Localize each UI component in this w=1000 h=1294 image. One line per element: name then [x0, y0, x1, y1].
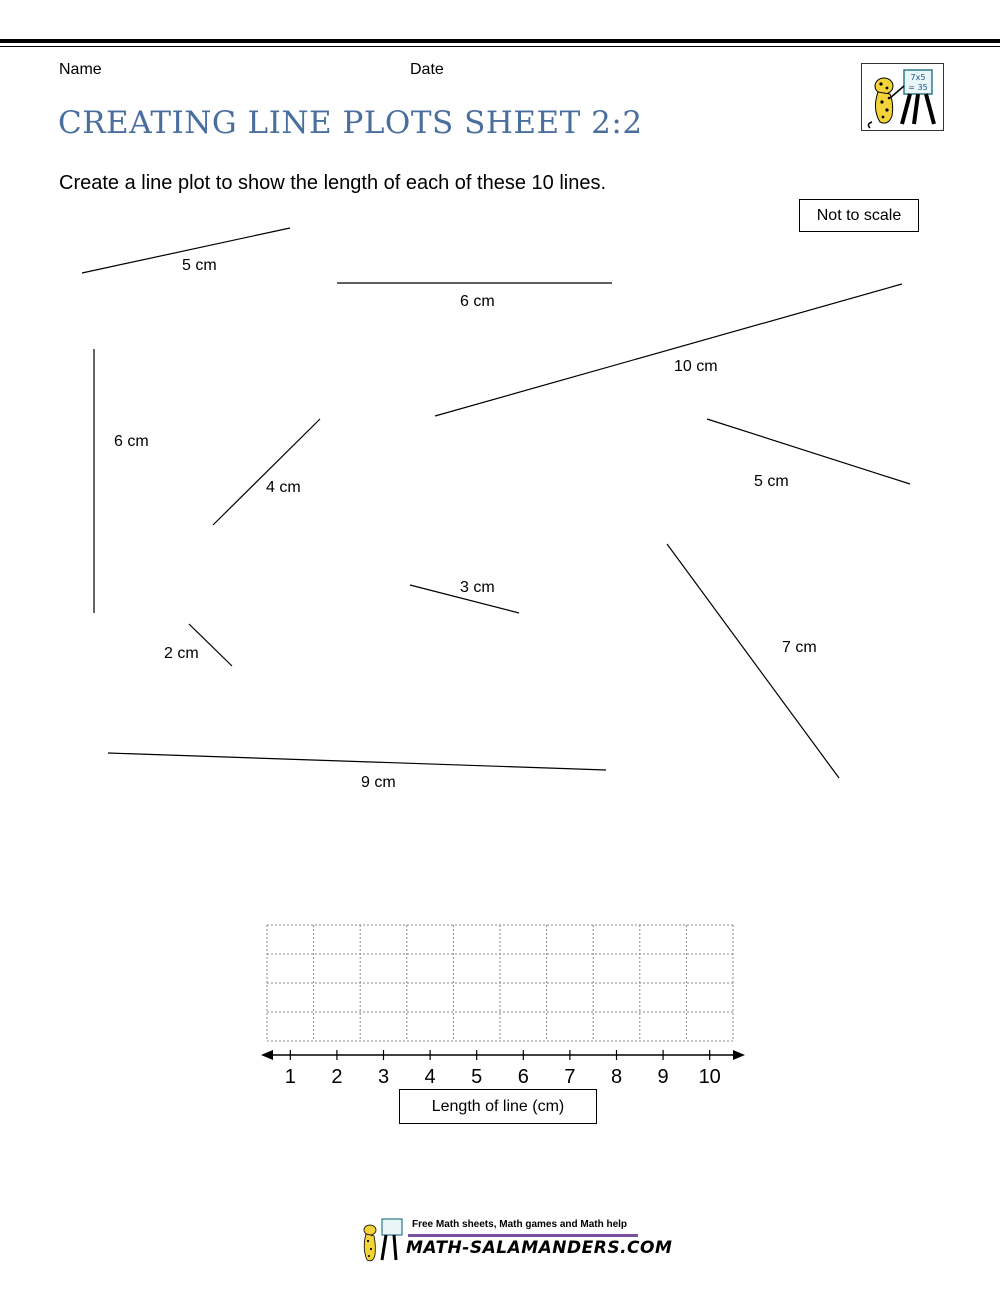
segment-label-7: 3 cm [460, 579, 495, 596]
axis-label: Length of line (cm) [399, 1089, 597, 1124]
segment-label-9: 7 cm [782, 639, 817, 656]
line-plot [255, 915, 755, 1085]
segment-line-9 [667, 544, 839, 778]
axis-tick-label: 9 [657, 1066, 669, 1085]
axis-tick-label: 1 [284, 1066, 296, 1085]
footer-logo [356, 1216, 673, 1266]
segment-line-6 [707, 419, 910, 484]
footer-underline [408, 1234, 638, 1237]
segment-label-10: 9 cm [361, 774, 396, 791]
segment-label-1: 5 cm [182, 257, 217, 274]
segment-line-10 [108, 753, 606, 770]
segment-line-5 [213, 419, 320, 525]
axis-arrow-right [733, 1050, 745, 1060]
not-to-scale-note: Not to scale [799, 199, 919, 232]
date-label: Date [410, 61, 444, 78]
axis-tick-label: 8 [610, 1066, 623, 1085]
axis-tick-label: 5 [471, 1066, 483, 1085]
segment-label-2: 6 cm [460, 293, 495, 310]
segment-label-3: 10 cm [674, 358, 718, 375]
axis-tick-label: 7 [564, 1066, 576, 1085]
axis-arrow-left [261, 1050, 273, 1060]
axis-tick-label: 6 [517, 1066, 529, 1085]
instructions-text: Create a line plot to show the length of each of these 10 lines. [59, 172, 607, 194]
page-title: CREATING LINE PLOTS SHEET 2:2 [58, 105, 643, 141]
logo-board-line2: = 35 [908, 83, 928, 92]
segment-label-6: 5 cm [754, 473, 789, 490]
axis-tick-label: 4 [424, 1066, 436, 1085]
name-label: Name [59, 61, 102, 78]
footer-salamander-icon [356, 1216, 406, 1266]
segment-label-5: 4 cm [266, 479, 301, 496]
footer-tagline: Free Math sheets, Math games and Math help [412, 1219, 628, 1230]
axis-tick-label: 10 [698, 1066, 721, 1085]
segment-label-8: 2 cm [164, 645, 199, 662]
segment-line-3 [435, 284, 902, 416]
logo-board-line1: 7x5 [910, 73, 926, 82]
axis-tick-label: 3 [377, 1066, 390, 1085]
footer-site-name: MATH-SALAMANDERS.COM [406, 1238, 673, 1258]
segment-label-4: 6 cm [114, 433, 149, 450]
axis-tick-label: 2 [331, 1066, 343, 1085]
